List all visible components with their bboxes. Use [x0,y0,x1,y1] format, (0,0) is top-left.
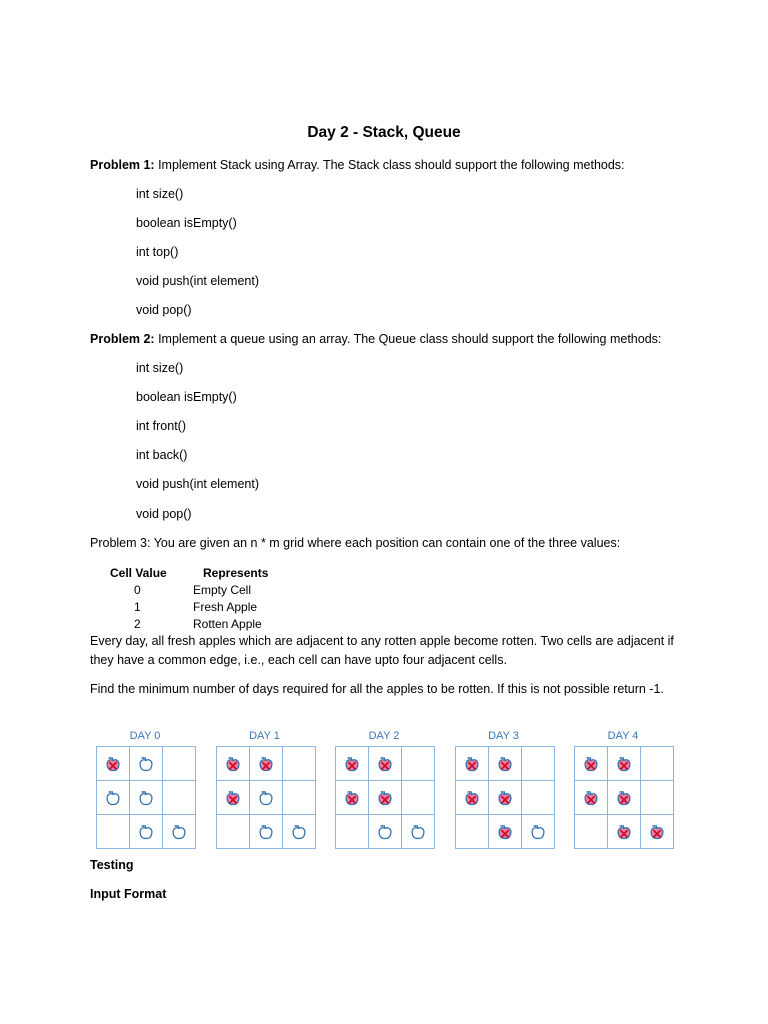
table-cell-represents: Fresh Apple [193,600,258,614]
apple-grid [335,746,435,849]
problem2-method: void pop() [136,507,192,521]
grid-cell [369,815,402,849]
fresh-apple-icon [137,789,155,807]
grid-cell [130,747,163,781]
fresh-apple-icon [257,823,275,841]
grid-cell [489,747,522,781]
problem1-label: Problem 1: [90,158,155,172]
grid-cell [456,747,489,781]
problem2-text: Implement a queue using an array. The Queue class should support the following methods: [154,332,662,346]
grid-cell [283,815,316,849]
grid-cell [402,815,435,849]
apple-grid [216,746,316,849]
apple-grid [96,746,196,849]
grid-cell [402,747,435,781]
grid-cell [641,781,674,815]
problem2-method: int back() [136,448,188,462]
rotten-apple-icon [615,789,633,807]
fresh-apple-icon [290,823,308,841]
day-label: DAY 4 [607,730,639,742]
problem1-method: int size() [136,187,184,201]
apple-grid [455,746,555,849]
grid-cell [163,815,196,849]
rotten-apple-icon [615,823,633,841]
grid-cell [522,747,555,781]
problem1-method: int top() [136,245,179,259]
rotten-apple-icon [343,789,361,807]
rotten-apple-icon [376,789,394,807]
grid-cell [97,815,130,849]
table-cell-represents: Empty Cell [193,583,252,597]
testing-heading [90,858,134,872]
page-title: Day 2 - Stack, Queue [307,124,461,141]
grid-cell [641,747,674,781]
problem1-method: void push(int element) [136,274,259,288]
rotten-apple-icon [376,755,394,773]
grid-cell [130,781,163,815]
rotten-apple-icon [496,789,514,807]
grid-cell [456,815,489,849]
rotten-apple-icon [463,789,481,807]
problem1-statement [90,158,625,172]
problem1-text: Implement Stack using Array. The Stack class should support the following methods: [154,158,625,172]
grid-cell [163,781,196,815]
fresh-apple-icon [170,823,188,841]
grid-cell [575,815,608,849]
grid-cell [575,747,608,781]
fresh-apple-icon [137,823,155,841]
table-cell-represents: Rotten Apple [193,617,262,631]
grid-cell [402,781,435,815]
grid-cell [217,747,250,781]
problem1-method: void pop() [136,303,192,317]
input-format-heading [90,887,166,901]
fresh-apple-icon [376,823,394,841]
grid-cell [608,815,641,849]
apple-rotting-illustration [90,727,678,851]
fresh-apple-icon [257,789,275,807]
rotten-apple-icon [582,789,600,807]
grid-cell [217,781,250,815]
rotten-apple-icon [496,755,514,773]
problem3-rule-paragraph: Every day, all fresh apples which are adjacent to any rotten apple become rotten. Two cells are adjacent if they have a common edge, i.e., each cell can have upto four adjacent cells. [90,634,674,667]
grid-cell [283,781,316,815]
grid-cell [522,781,555,815]
grid-cell [163,747,196,781]
grid-cell [369,781,402,815]
grid-cell [250,815,283,849]
grid-cell [130,815,163,849]
rotten-apple-icon [343,755,361,773]
rotten-apple-icon [104,755,122,773]
grid-cell [369,747,402,781]
apple-grid [574,746,674,849]
grid-cell [336,815,369,849]
grid-cell [336,747,369,781]
rotten-apple-icon [224,789,242,807]
table-header-cell-value: Cell Value [110,566,167,580]
grid-cell [641,815,674,849]
problem2-statement [90,332,661,346]
grid-cell [575,781,608,815]
grid-cell [97,747,130,781]
table-cell-value: 1 [134,600,141,614]
fresh-apple-icon [137,755,155,773]
problem3-task-paragraph: Find the minimum number of days required for all the apples to be rotten. If this is not possible return -1. [90,682,664,696]
problem2-label: Problem 2: [90,332,155,346]
problem2-method: int size() [136,361,184,375]
grid-cell [489,781,522,815]
problem3-intro: Problem 3: You are given an n * m grid where each position can contain one of the three values: [90,536,621,550]
grid-cell [250,747,283,781]
grid-cell [283,747,316,781]
fresh-apple-icon [529,823,547,841]
day-label: DAY 2 [368,730,400,742]
testing-heading-text: Testing [90,858,134,872]
rotten-apple-icon [648,823,666,841]
rotten-apple-icon [463,755,481,773]
table-cell-value: 2 [134,617,141,631]
grid-cell [608,781,641,815]
table-header-represents: Represents [203,566,269,580]
problem2-method: void push(int element) [136,477,259,491]
day-label: DAY 3 [488,730,519,742]
grid-cell [336,781,369,815]
rotten-apple-icon [615,755,633,773]
table-cell-value: 0 [134,583,141,597]
grid-cell [250,781,283,815]
grid-cell [97,781,130,815]
day-label: DAY 0 [129,730,161,742]
rotten-apple-icon [582,755,600,773]
problem2-method: int front() [136,419,187,433]
input-format-heading-text: Input Format [90,887,167,901]
grid-cell [456,781,489,815]
grid-cell [217,815,250,849]
problem1-method: boolean isEmpty() [136,216,237,230]
grid-cell [522,815,555,849]
rotten-apple-icon [257,755,275,773]
fresh-apple-icon [104,789,122,807]
fresh-apple-icon [409,823,427,841]
grid-cell [608,747,641,781]
rotten-apple-icon [224,755,242,773]
problem2-method: boolean isEmpty() [136,390,237,404]
day-label: DAY 1 [249,730,280,742]
rotten-apple-icon [496,823,514,841]
grid-cell [489,815,522,849]
